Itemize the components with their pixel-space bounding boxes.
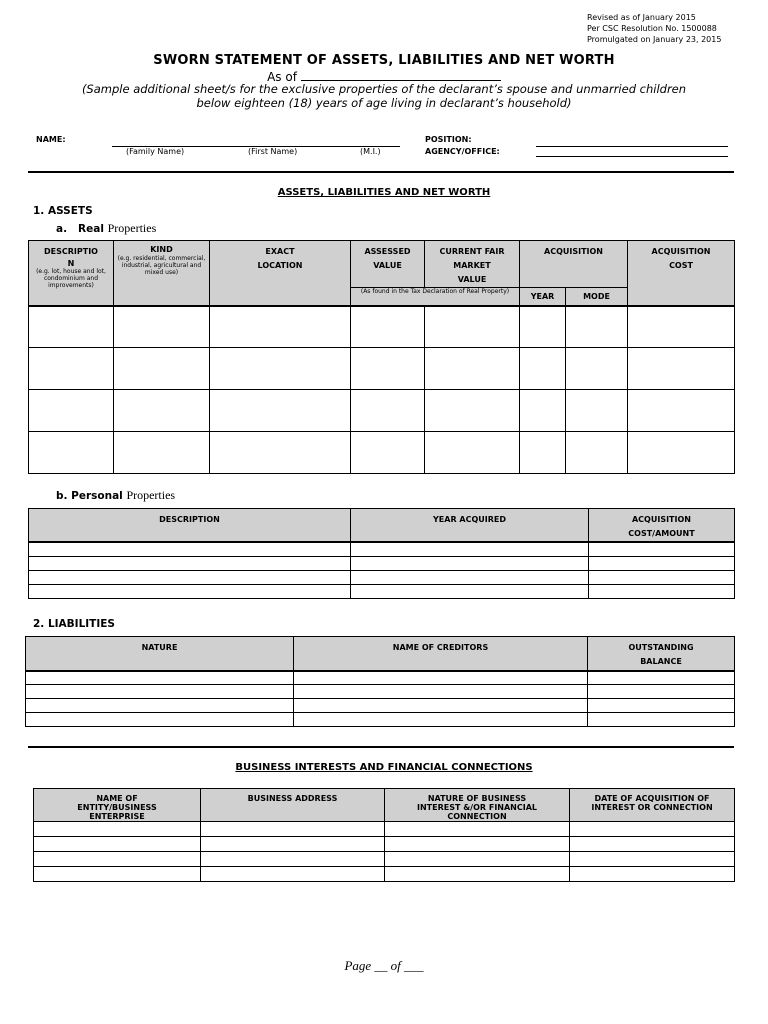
document-title: SWORN STATEMENT OF ASSETS, LIABILITIES AND NET WORTH [153,53,615,68]
col-description [29,241,114,306]
col-year-acquired: YEAR ACQUIRED [351,509,589,543]
table-row [34,837,735,852]
cell[interactable] [566,306,628,348]
cell[interactable] [201,867,385,882]
cell[interactable] [520,348,566,390]
cell[interactable] [201,822,385,837]
cell[interactable] [520,390,566,432]
cell[interactable] [114,390,210,432]
assessed-header-b: VALUE [373,261,402,270]
cell[interactable] [570,852,735,867]
cell[interactable] [566,432,628,474]
cell[interactable] [589,570,735,584]
cell[interactable] [628,348,735,390]
cell[interactable] [520,306,566,348]
table-row [29,306,735,348]
col-date-of-acquisition [570,789,735,822]
csc-resolution: Per CSC Resolution No. 1500088 [587,24,717,33]
assets-heading: 1. ASSETS [33,205,93,217]
col-business-address: BUSINESS ADDRESS [201,789,385,822]
table-row [34,867,735,882]
sample-note [0,82,768,110]
as-of-field[interactable] [301,69,501,81]
name-label: NAME: [36,135,66,144]
alnw-title: ASSETS, LIABILITIES AND NET WORTH [277,187,491,198]
middle-initial-label: (M.I.) [360,147,381,156]
cell[interactable] [34,867,201,882]
table-row [26,713,735,727]
cell[interactable] [566,348,628,390]
cell[interactable] [588,699,735,713]
agency-label: AGENCY/OFFICE: [425,147,500,156]
cell[interactable] [351,432,425,474]
cell[interactable] [29,432,114,474]
cell[interactable] [385,852,570,867]
agency-field[interactable] [536,156,728,157]
cell[interactable] [114,432,210,474]
business-interests-title: BUSINESS INTERESTS AND FINANCIAL CONNECTIONS [235,762,533,773]
cell[interactable] [29,390,114,432]
cell[interactable] [425,306,520,348]
liabilities-heading: 2. LIABILITIES [33,618,115,630]
col-mode: MODE [566,288,628,306]
exact-header-a: EXACT [265,247,295,256]
cell[interactable] [34,822,201,837]
table-row [29,570,735,584]
kind-header: KIND [150,245,173,254]
cell[interactable] [351,570,589,584]
cell[interactable] [351,348,425,390]
personal-properties-table [28,508,735,599]
cell[interactable] [351,556,589,570]
cell[interactable] [425,348,520,390]
table-row [26,699,735,713]
cell[interactable] [570,867,735,882]
entity-header-a: NAME OF [96,794,138,803]
cell[interactable] [114,306,210,348]
as-of-label: As of [267,70,297,84]
real-properties-heading [56,221,156,236]
cell[interactable] [351,584,589,598]
cell[interactable] [210,348,351,390]
personal-properties-heading [56,488,175,503]
cell[interactable] [294,713,588,727]
business-interests-table [33,788,735,882]
cell[interactable] [589,542,735,556]
description-note: (e.g. lot, house and lot, condominium and improvements) [36,268,106,289]
description-header-a: DESCRIPTIO [44,247,98,256]
revision-info [587,12,721,45]
col-assessed-value [351,241,425,288]
acq-amount-header-a: ACQUISITION [631,515,691,524]
table-row [26,671,735,685]
entity-header-c: ENTERPRISE [89,812,145,821]
col-name-of-creditors: NAME OF CREDITORS [294,637,588,671]
table-row [29,348,735,390]
cell[interactable] [26,713,294,727]
cell[interactable] [351,390,425,432]
nature-header-c: CONNECTION [447,812,507,821]
kind-note: (e.g. residential, commercial, industrial, agricultural and mixed use) [117,255,206,276]
table-row [29,542,735,556]
cell[interactable] [588,671,735,685]
personal-properties-word: Properties [126,488,176,502]
cell[interactable] [210,432,351,474]
cell[interactable] [628,432,735,474]
cell[interactable] [29,542,351,556]
cell[interactable] [520,432,566,474]
position-label: POSITION: [425,135,472,144]
col-nature-of-interest [385,789,570,822]
cell[interactable] [294,685,588,699]
table-row [29,556,735,570]
cell[interactable] [385,867,570,882]
divider [28,746,734,748]
col-personal-description: DESCRIPTION [29,509,351,543]
cell[interactable] [34,837,201,852]
liabilities-table [25,636,735,727]
cell[interactable] [385,822,570,837]
col-nature: NATURE [26,637,294,671]
col-acquisition: ACQUISITION [520,241,628,288]
cell[interactable] [29,348,114,390]
cell[interactable] [29,306,114,348]
exact-header-b: LOCATION [257,261,303,270]
cell[interactable] [566,390,628,432]
cell[interactable] [34,852,201,867]
cell[interactable] [29,584,351,598]
cell[interactable] [588,685,735,699]
real-bold: Real [78,223,104,235]
first-name-label: (First Name) [248,147,298,156]
cell[interactable] [210,306,351,348]
table-row [34,852,735,867]
promulgation-date: Promulgated on January 23, 2015 [587,35,722,44]
cell[interactable] [294,671,588,685]
cell[interactable] [294,699,588,713]
table-row [29,432,735,474]
description-header-b: N [67,259,75,268]
cell[interactable] [114,348,210,390]
nature-header-b: INTEREST &/OR FINANCIAL [416,803,538,812]
sample-note-line-2: below eighteen (18) years of age living in declarant’s household) [196,96,572,110]
date-header-a: DATE OF ACQUISITION OF [594,794,710,803]
nature-header-a: NATURE OF BUSINESS [427,794,527,803]
cell[interactable] [570,837,735,852]
cell[interactable] [26,671,294,685]
col-acquisition-cost-amount [589,509,735,543]
cell[interactable] [26,699,294,713]
cell[interactable] [29,570,351,584]
page-number: Page __ of ___ [344,958,424,973]
real-properties-table [28,240,735,474]
acq-cost-header-a: ACQUISITION [651,247,711,256]
sample-note-line-1: (Sample additional sheet/s for the exclusive properties of the declarant’s spouse and unmarried children [81,82,687,96]
divider [28,171,734,173]
table-row [29,390,735,432]
personal-bold: b. Personal [56,490,123,502]
col-current-fair-market-value [425,241,520,288]
tax-note-text: (As found in the Tax Declaration of Real Property) [360,288,510,295]
cell[interactable] [201,837,385,852]
cell[interactable] [588,713,735,727]
cfmv-header-c: VALUE [457,275,487,284]
cell[interactable] [425,432,520,474]
family-name-label: (Family Name) [126,147,185,156]
cfmv-header-a: CURRENT FAIR [439,247,505,256]
real-properties-word: Properties [107,221,157,235]
cell[interactable] [385,837,570,852]
cell[interactable] [26,685,294,699]
col-kind [114,241,210,306]
cell[interactable] [628,390,735,432]
col-year: YEAR [520,288,566,306]
cell[interactable] [29,556,351,570]
acq-cost-header-b: COST [669,261,693,270]
cell[interactable] [210,390,351,432]
date-header-b: INTEREST OR CONNECTION [591,803,713,812]
cell[interactable] [589,556,735,570]
tax-declaration-note [351,288,520,306]
cell[interactable] [201,852,385,867]
entity-header-b: ENTITY/BUSINESS [77,803,157,812]
position-field[interactable] [536,146,728,147]
table-row [26,685,735,699]
assessed-header-a: ASSESSED [364,247,411,256]
cell[interactable] [425,390,520,432]
outstanding-header-b: BALANCE [640,657,682,666]
table-row [29,584,735,598]
cell[interactable] [589,584,735,598]
table-row [34,822,735,837]
cfmv-header-b: MARKET [453,261,491,270]
col-entity [34,789,201,822]
col-exact-location [210,241,351,306]
real-prefix: a. [56,223,68,235]
outstanding-header-a: OUTSTANDING [628,643,694,652]
cell[interactable] [570,822,735,837]
cell[interactable] [351,306,425,348]
acq-amount-header-b: COST/AMOUNT [628,529,695,538]
cell[interactable] [628,306,735,348]
col-outstanding-balance [588,637,735,671]
revised-date: Revised as of January 2015 [587,13,696,22]
col-acquisition-cost [628,241,735,306]
cell[interactable] [351,542,589,556]
